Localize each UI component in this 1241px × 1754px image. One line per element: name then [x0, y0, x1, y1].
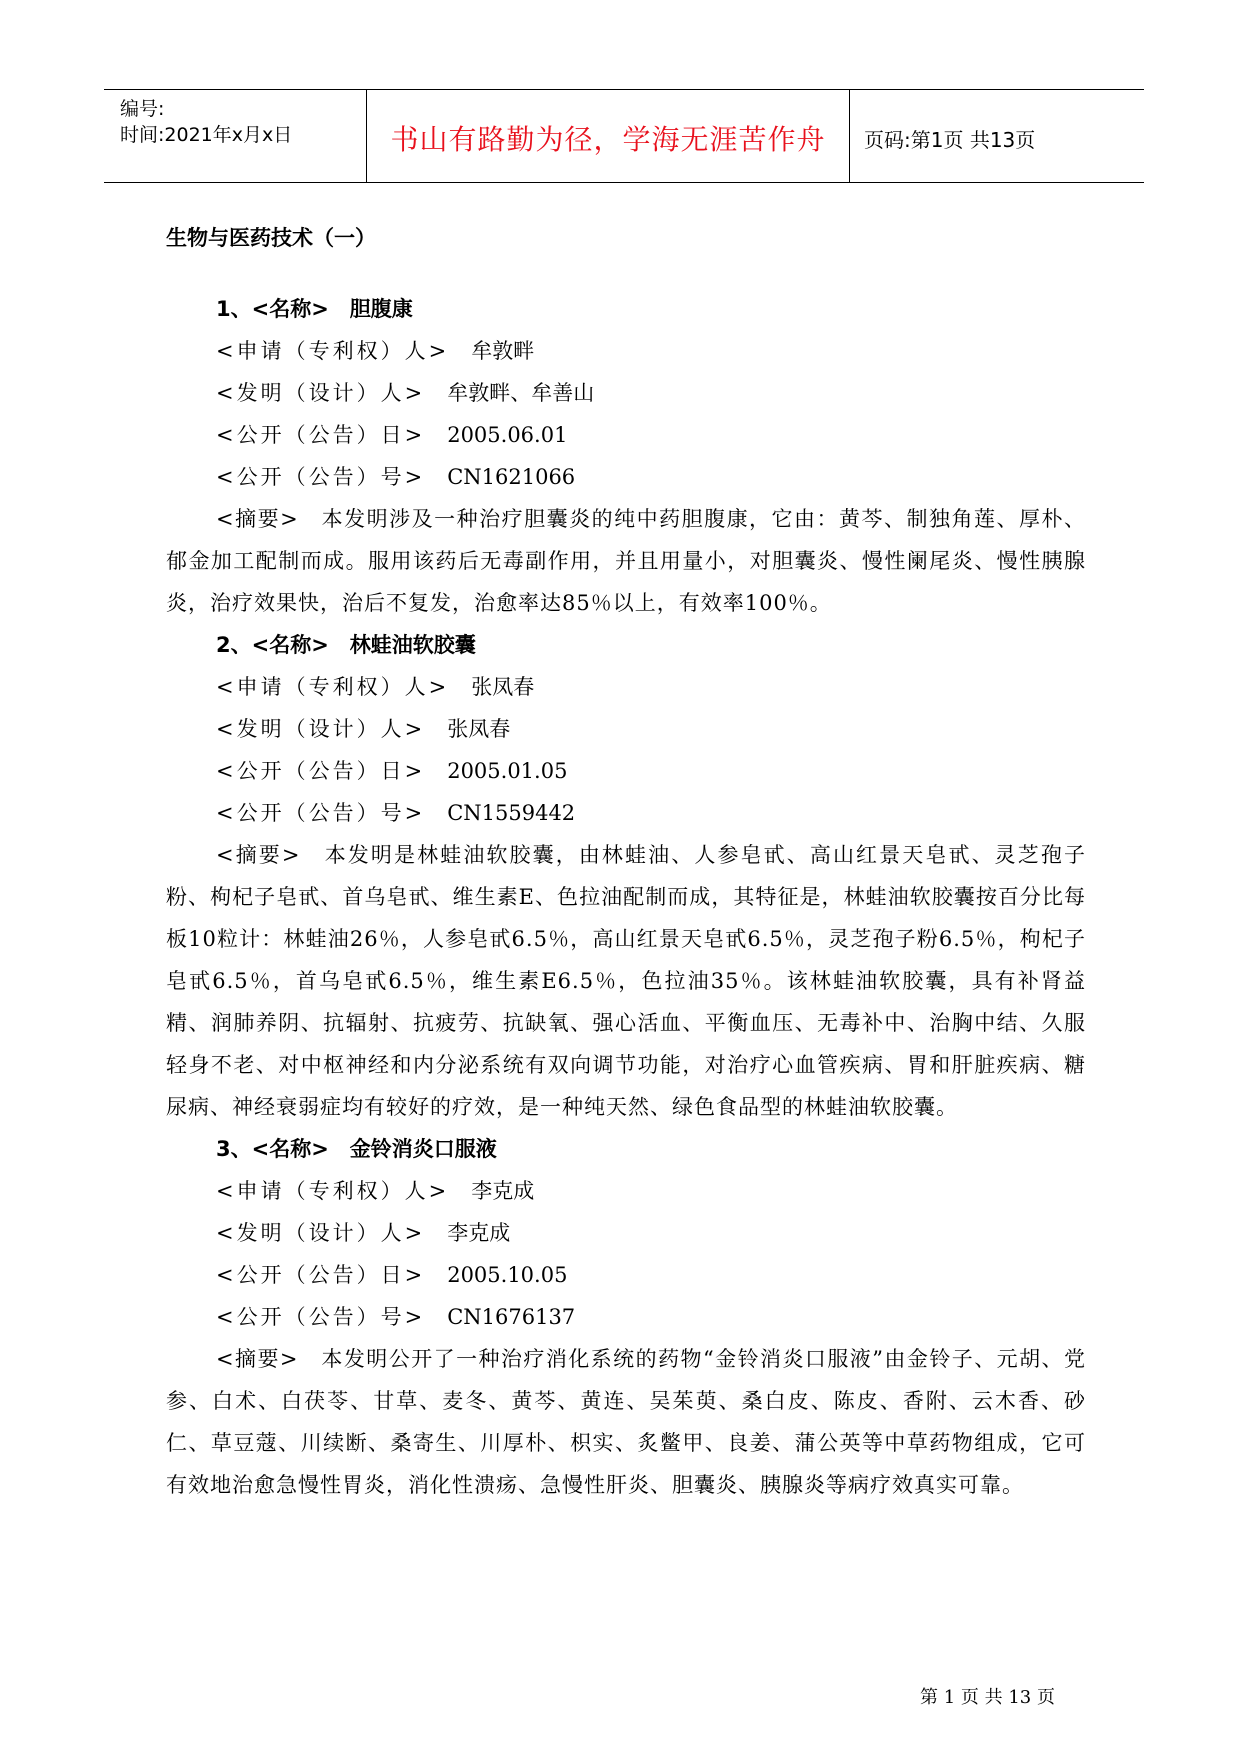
publication-number-value: CN1559442: [447, 801, 576, 825]
document-title: 生物与医药技术（一）: [166, 226, 376, 250]
publication-date-label: <公开（公告）日>: [216, 759, 426, 783]
publication-number-value: CN1676137: [447, 1305, 576, 1329]
applicant-row: [166, 1170, 1086, 1212]
patent-title: 1、<名称> 胆腹康: [216, 297, 413, 321]
patent-abstract: <摘要> 本发明涉及一种治疗胆囊炎的纯中药胆腹康，它由：黄芩、制独角莲、厚朴、郁金加工配制而成。服用该药后无毒副作用，并且用量小，对胆囊炎、慢性阑尾炎、慢性胰腺炎，治疗效果快，治后不复发，治愈率达85％以上，有效率100％。: [166, 507, 1086, 615]
publication-date-label: <公开（公告）日>: [216, 1263, 426, 1287]
publication-number-label: <公开（公告）号>: [216, 1305, 426, 1329]
applicant-row: [166, 330, 1086, 372]
inventor-label: <发明（设计）人>: [216, 1221, 426, 1245]
patent-title: 2、<名称> 林蛙油软胶囊: [216, 633, 476, 657]
applicant-value: 牟敦畔: [471, 339, 535, 363]
header-left-cell: [104, 90, 367, 182]
header-motto: 书山有路勤为径，学海无涯苦作舟: [390, 123, 826, 156]
applicant-row: [166, 666, 1086, 708]
applicant-label: <申请（专利权）人>: [216, 675, 450, 699]
header-right-cell: [850, 90, 1144, 182]
inventor-label: <发明（设计）人>: [216, 381, 426, 405]
patent-list: [166, 288, 1086, 1506]
publication-date-row: [166, 750, 1086, 792]
header-page-info: 页码:第1页 共13页: [864, 128, 1036, 152]
patent-abstract: <摘要> 本发明是林蛙油软胶囊，由林蛙油、人参皂甙、高山红景天皂甙、灵芝孢子粉、枸杞子皂甙、首乌皂甙、维生素E、色拉油配制而成，其特征是，林蛙油软胶囊按百分比每板10粒计：林蛙油26％，人参皂甙6.5％，高山红景天皂甙6.5％，灵芝孢子粉6.5％，枸杞子皂甙6.5％，首乌皂甙6.5％，维生素E6.5％，色拉油35％。该林蛙油软胶囊，具有补肾益精、润肺养阴、抗辐射、抗疲劳、抗缺氧、强心活血、平衡血压、无毒补中、治胸中结、久服轻身不老、对中枢神经和内分泌系统有双向调节功能，对治疗心血管疾病、胃和肝脏疾病、糖尿病、神经衰弱症均有较好的疗效，是一种纯天然、绿色食品型的林蛙油软胶囊。: [166, 843, 1086, 1119]
publication-date-value: 2005.10.05: [447, 1263, 568, 1287]
inventor-label: <发明（设计）人>: [216, 717, 426, 741]
applicant-value: 张凤春: [471, 675, 535, 699]
publication-number-row: [166, 792, 1086, 834]
patent-entry: [166, 288, 1086, 624]
document-number-label: 编号:: [120, 98, 165, 120]
inventor-row: [166, 708, 1086, 750]
publication-date-row: [166, 414, 1086, 456]
inventor-row: [166, 1212, 1086, 1254]
publication-date-value: 2005.01.05: [447, 759, 568, 783]
page-footer: 第 1 页 共 13 页: [920, 1687, 1055, 1708]
publication-date-row: [166, 1254, 1086, 1296]
patent-abstract: <摘要> 本发明公开了一种治疗消化系统的药物“金铃消炎口服液”由金铃子、元胡、党参、白术、白茯苓、甘草、麦冬、黄芩、黄连、吴茱萸、桑白皮、陈皮、香附、云木香、砂仁、草豆蔻、川续断、桑寄生、川厚朴、枳实、炙鳖甲、良姜、蒲公英等中草药物组成，它可有效地治愈急慢性胃炎，消化性溃疡、急慢性肝炎、胆囊炎、胰腺炎等病疗效真实可靠。: [166, 1347, 1086, 1497]
publication-date-label: <公开（公告）日>: [216, 423, 426, 447]
publication-number-row: [166, 456, 1086, 498]
patent-entry: [166, 1128, 1086, 1506]
applicant-label: <申请（专利权）人>: [216, 1179, 450, 1203]
inventor-value: 李克成: [447, 1221, 511, 1245]
publication-date-value: 2005.06.01: [447, 423, 568, 447]
applicant-label: <申请（专利权）人>: [216, 339, 450, 363]
patent-title: 3、<名称> 金铃消炎口服液: [216, 1137, 497, 1161]
publication-number-label: <公开（公告）号>: [216, 465, 426, 489]
publication-number-label: <公开（公告）号>: [216, 801, 426, 825]
document-time-label: 时间:2021年x月x日: [120, 124, 293, 146]
publication-number-value: CN1621066: [447, 465, 576, 489]
publication-number-row: [166, 1296, 1086, 1338]
inventor-row: [166, 372, 1086, 414]
patent-entry: [166, 624, 1086, 1128]
header-middle-cell: [367, 90, 850, 182]
applicant-value: 李克成: [471, 1179, 535, 1203]
inventor-value: 张凤春: [447, 717, 511, 741]
inventor-value: 牟敦畔、牟善山: [447, 381, 595, 405]
page-header: [104, 89, 1144, 183]
